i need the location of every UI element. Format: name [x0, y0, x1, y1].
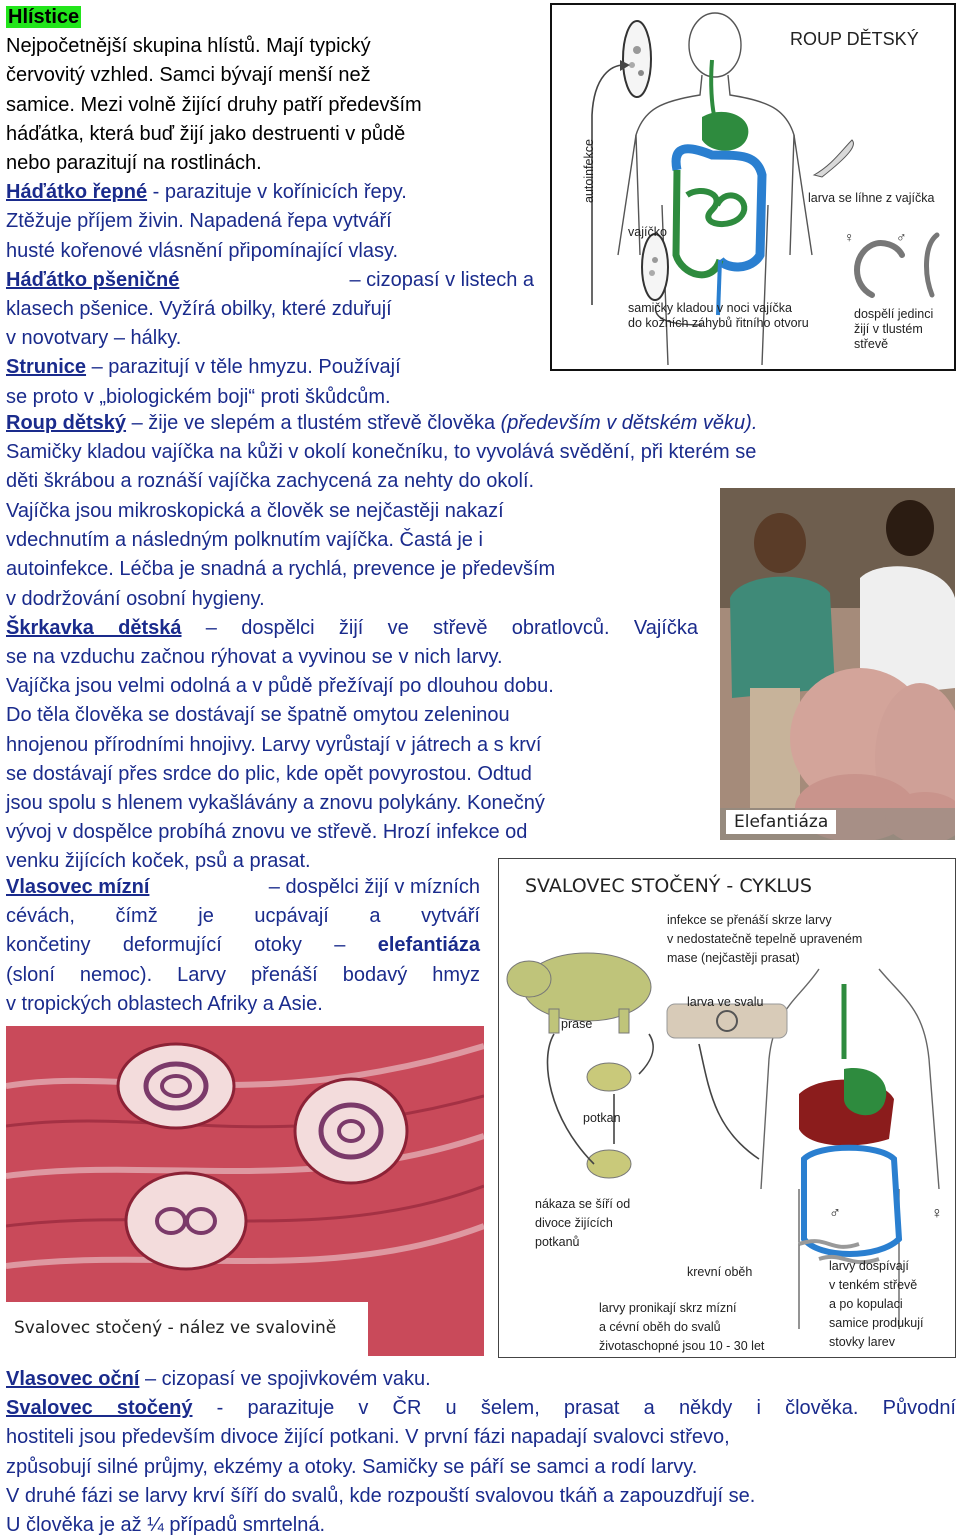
samicky-label: [628, 301, 809, 331]
larva-label: larva se líhne z vajíčka: [808, 191, 935, 205]
hadatko-repne-line1: [6, 178, 534, 207]
prase-label: prase: [561, 1017, 593, 1031]
elefantiaza-illustration: [720, 488, 955, 840]
larvy-dospivaji-line: stovky larev: [829, 1335, 895, 1349]
larvy-dospivaji-line: v tenkém střevě: [829, 1278, 918, 1292]
svalovec-line1: [6, 1394, 956, 1423]
roup-line: děti škrábou a roznáší vajíčka zachycená za nehty do okolí.: [6, 470, 535, 493]
term-vlasovec-mizni: Vlasovec mízní: [6, 876, 150, 898]
infekce-line: v nedostatečně tepelně upraveném: [667, 932, 863, 946]
female-symbol: ♀: [931, 1205, 943, 1222]
micro-caption: Svalovec stočený - nález ve svalovině: [6, 1302, 368, 1356]
larvy-pronikaji-line: a cévní oběh do svalů: [599, 1320, 721, 1334]
roup-desc: – žije ve slepém a tlustém střevě člověka: [126, 412, 501, 434]
roup-title: ROUP DĚTSKÝ: [790, 29, 919, 49]
term-strunice: Strunice: [6, 356, 87, 379]
larvy-dospivaji-line: a po kopulaci: [829, 1297, 903, 1311]
text-roup-full: [6, 409, 956, 497]
intro-line: červovitý vzhled. Samci bývají menší než: [6, 64, 371, 87]
roup-line: Vajíčka jsou mikroskopická a člověk se nejčastěji nakazí: [6, 500, 504, 522]
intro-line: Nejpočetnější skupina hlístů. Mají typický: [6, 35, 371, 58]
skrkavka-last-line: venku žijících koček, psů a prasat.: [6, 850, 311, 872]
larvy-dospivaji-line: larvy dospívají: [829, 1259, 909, 1273]
cyst: [295, 1079, 407, 1183]
nakaza-line: nákaza se šíří od: [535, 1197, 631, 1211]
skrkavka-line: Vajíčka jsou velmi odolná a v půdě přežívají po dlouhou dobu.: [6, 675, 554, 698]
term-vlasovec-ocni: Vlasovec oční: [6, 1368, 140, 1390]
samicky-line: do kožních záhybů řitního otvoru: [628, 316, 809, 330]
strunice-line1: [6, 353, 534, 382]
intro-line: nebo parazitují na rostlinách.: [6, 152, 262, 175]
intro-line: samice. Mezi volně žijící druhy patří především: [6, 93, 422, 116]
svalovec-line: hostiteli jsou především divoce žijící potkani. V první fázi napadají svalovci střevo,: [6, 1426, 730, 1449]
figure-svalovec-cycle: [498, 858, 956, 1358]
potkan-label: potkan: [583, 1111, 621, 1125]
roup-line: vdechnutím a následným polknutím vajíčka. Častá je i: [6, 529, 483, 552]
skrkavka-line: se na vzduchu začnou rýhovat a vyvinou se v nich larvy.: [6, 646, 503, 669]
larva-svalu-label: larva ve svalu: [687, 995, 764, 1009]
svalovec-desc: - parazituje v ČR u šelem, prasat a někdy i člověka. Původní: [192, 1397, 956, 1420]
vlasovec-mizni-line: (sloní nemoc). Larvy přenáší bodavý hmyz: [6, 963, 480, 986]
autoinfekce-label: autoinfekce: [582, 139, 596, 203]
skrkavka-line: jsou spolu s hlenem vykašlávány a znovu polykány. Konečný: [6, 792, 545, 815]
roup-line: v dodržování osobní hygieny.: [6, 587, 265, 610]
text-column-middle: [6, 497, 698, 847]
term-svalovec: Svalovec stočený: [6, 1397, 193, 1420]
vlasovec-mizni-line: v tropických oblastech Afriky a Asie.: [6, 992, 323, 1015]
term-roup: Roup dětský: [6, 412, 127, 434]
skrkavka-line: Do těla člověka se dostávají se špatně omytou zeleninou: [6, 704, 510, 727]
vlasovec-ocni-desc: – cizopasí ve spojivkovém vaku.: [139, 1368, 431, 1390]
strunice-line2: se proto v „biologickém boji“ proti škůdcům.: [6, 385, 391, 408]
skrkavka-line: se dostávají přes srdce do plic, kde opět povyrostou. Odtud: [6, 762, 532, 785]
hadatko-psenicne-line1: [6, 266, 534, 295]
term-skrkavka: Škrkavka dětská: [6, 616, 182, 639]
dospeli-line: dospělí jedinci: [854, 307, 934, 321]
text-column-lower: [6, 847, 526, 876]
svalovec-line: způsobují silné průjmy, ekzémy a otoky. Samičky se páří se samci a rodí larvy.: [6, 1455, 698, 1478]
roup-line: Samičky kladou vajíčka na kůži v okolí konečníku, to vyvolává svědění, při kterém se: [6, 441, 757, 464]
hadatko-psenicne-desc: – cizopasí v listech a: [343, 268, 534, 291]
egg-middle: [642, 234, 668, 300]
skrkavka-line: hnojenou přírodními hnojivy. Larvy vyrůstají v játrech a s krví: [6, 733, 542, 756]
larvy-dospivaji-label: [829, 1257, 924, 1352]
term-hadatko-repne: Háďátko řepné: [6, 181, 148, 204]
svalovec-title: SVALOVEC STOČENÝ - CYKLUS: [525, 875, 812, 897]
figure-roup-cycle: [550, 3, 956, 371]
skrkavka-desc: – dospělci žijí ve střevě obratlovců. Vajíčka: [181, 616, 698, 639]
text-vlasovec-mizni: [6, 873, 480, 1019]
larvy-pronikaji-label: [599, 1299, 764, 1356]
larvy-dospivaji-line: samice produkují: [829, 1316, 924, 1330]
text-column-top: [6, 3, 534, 412]
egg-top: [623, 21, 651, 97]
vlasovec-mizni-line1: [6, 873, 480, 902]
krevni-label: krevní oběh: [687, 1265, 753, 1279]
roup-line1: [6, 409, 956, 438]
cyst: [126, 1173, 246, 1269]
larvy-pronikaji-line: larvy pronikají skrz mízní: [599, 1301, 737, 1315]
strunice-desc: – parazitují v těle hmyzu. Používají: [86, 356, 401, 379]
dospeli-line: žijí v tlustém: [854, 322, 923, 336]
term-hadatko-psenicne: Háďátko pšeničné: [6, 268, 180, 291]
vlasovec-mizni-line: cévách, čímž je ucpávají a vytváří: [6, 905, 480, 928]
hadatko-psenicne-line: klasech pšenice. Vyžírá obilky, které zduřují: [6, 298, 392, 321]
nakaza-line: divoce žijících: [535, 1216, 613, 1230]
svalovec-line: U člověka je až ¼ případů smrtelná.: [6, 1514, 326, 1537]
nakaza-label: [535, 1195, 630, 1252]
cyst: [118, 1044, 234, 1128]
dospeli-label: [854, 307, 933, 352]
section-heading: Hlístice: [8, 6, 80, 28]
hadatko-repne-desc: - parazituje v kořínicích řepy.: [147, 181, 407, 204]
vlasovec-mizni-desc: – dospělci žijí v mízních: [263, 876, 480, 898]
photo-elefantiaza: [720, 488, 955, 840]
text-bottom: [6, 1365, 956, 1540]
infekce-line: mase (nejčastěji prasat): [667, 951, 800, 965]
vlasovec-mizni-line3: [6, 931, 480, 960]
dospeli-line: střevě: [854, 337, 889, 351]
hadatko-psenicne-line: v novotvary – hálky.: [6, 327, 182, 350]
photo-svalovec-micro: [6, 1026, 484, 1356]
infekce-line: infekce se přenáší skrze larvy: [667, 913, 832, 927]
svalovec-line: V druhé fázi se larvy krví šíří do svalů, kde rozpouští svalovou tkáň a zapouzdřují se.: [6, 1484, 756, 1507]
hadatko-repne-line: husté kořenové vlásnění připomínající vlasy.: [6, 239, 399, 262]
infekce-label: [667, 911, 862, 968]
roup-line: autoinfekce. Léčba je snadná a rychlá, prevence je především: [6, 558, 556, 581]
female-symbol: ♀: [844, 229, 855, 245]
skrkavka-line1: [6, 614, 698, 643]
roup-note: (především v dětském věku).: [500, 412, 758, 434]
skrkavka-line: vývoj v dospělce probíhá znovu ve střevě. Hrozí infekce od: [6, 821, 528, 844]
intro-line: háďátka, která buď žijí jako destruenti v půdě: [6, 122, 406, 145]
vlasovec-mizni-line3-text: končetiny deformující otoky –: [6, 934, 378, 957]
elefantiaza-caption: Elefantiáza: [726, 810, 836, 834]
vajicko-label: vajíčko: [628, 225, 667, 239]
rat-shape: [587, 1063, 631, 1091]
hadatko-repne-line: Ztěžuje příjem živin. Napadená řepa vytváří: [6, 210, 392, 233]
nakaza-line: potkanů: [535, 1235, 580, 1249]
male-symbol: ♂: [896, 229, 907, 245]
larvy-pronikaji-line: životaschopné jsou 10 - 30 let: [599, 1339, 765, 1353]
male-symbol: ♂: [829, 1205, 841, 1222]
vlasovec-ocni-line: [6, 1365, 956, 1394]
samicky-line: samičky kladou v noci vajíčka: [628, 301, 792, 315]
term-elefantiaza: elefantiáza: [377, 934, 480, 957]
